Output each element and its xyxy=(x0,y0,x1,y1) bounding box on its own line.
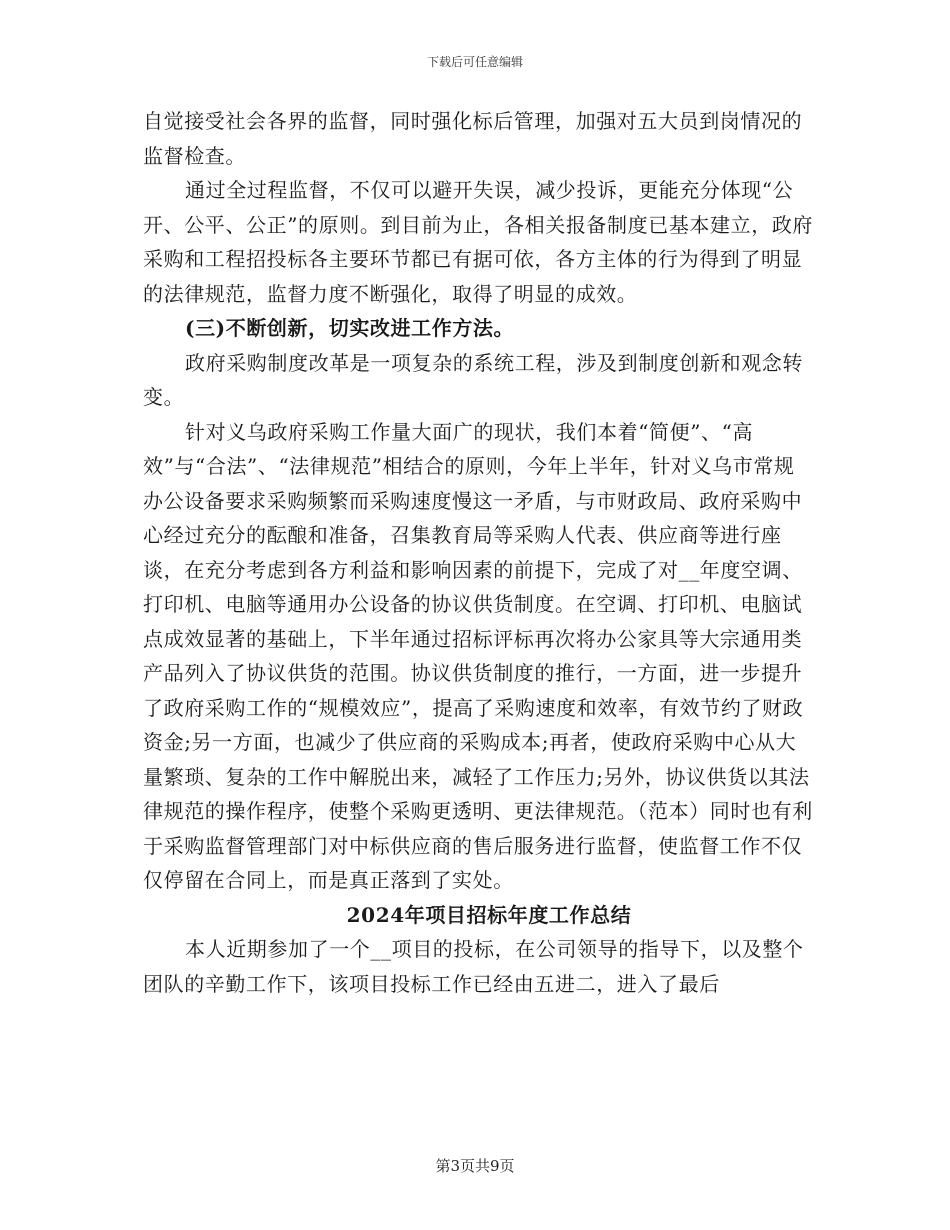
page-number: 第3页共9页 xyxy=(435,1157,515,1175)
section-heading: (三)不断创新，切实改进工作方法。 xyxy=(185,316,515,340)
document-body xyxy=(143,104,815,1001)
paragraph-2: 通过全过程监督，不仅可以避开失误，减少投诉，更能充分体现“公开、公平、公正”的原则。到目前为止，各相关报备制度已基本建立，政府采购和工程招投标各主要环节都已有据可依，各方主体的行为得到了明显的法律规范，监督力度不断强化，取得了明显的成效。 xyxy=(143,178,814,306)
page-header: 下载后可任意编辑 xyxy=(426,55,523,69)
document-title: 2024年项目招标年度工作总结 xyxy=(346,902,632,927)
paragraph-4: 针对义乌政府采购工作量大面广的现状，我们本着“简便”、“高效”与“合法”、“法律规范”相结合的原则，今年上半年，针对义乌市常规办公设备要求采购频繁而采购速度慢这一矛盾，与市财政局、政府采购中心经过充分的酝酿和准备，召集教育局等采购人代表、供应商等进行座谈，在充分考虑到各方利益和影响因素的前提下，完成了对__年度空调、打印机、电脑等通用办公设备的协议供货制度。在空调、打印机、电脑试点成效显著的基础上，下半年通过招标评标再次将办公家具等大宗通用类产品列入了协议供货的范围。协议供货制度的推行，一方面，进一步提升了政府采购工作的“规模效应”，提高了采购速度和效率，有效节约了财政资金;另一方面，也减少了供应商的采购成本;再者，使政府采购中心从大量繁琐、复杂的工作中解脱出来，减轻了工作压力;另外，协议供货以其法律规范的操作程序，使整个采购更透明、更法律规范。（范本）同时也有利于采购监督管理部门对中标供应商的售后服务进行监督，使监督工作不仅仅停留在合同上，而是真正落到了实处。 xyxy=(143,419,813,892)
paragraph-3: 政府采购制度改革是一项复杂的系统工程，涉及到制度创新和观念转变。 xyxy=(143,350,803,409)
paragraph-1: 自觉接受社会各界的监督，同时强化标后管理，加强对五大员到岗情况的监督检查。 xyxy=(143,109,803,168)
paragraph-5: 本人近期参加了一个__项目的投标，在公司领导的指导下，以及整个团队的辛勤工作下，该项目投标工作已经由五进二，进入了最后 xyxy=(143,937,804,996)
